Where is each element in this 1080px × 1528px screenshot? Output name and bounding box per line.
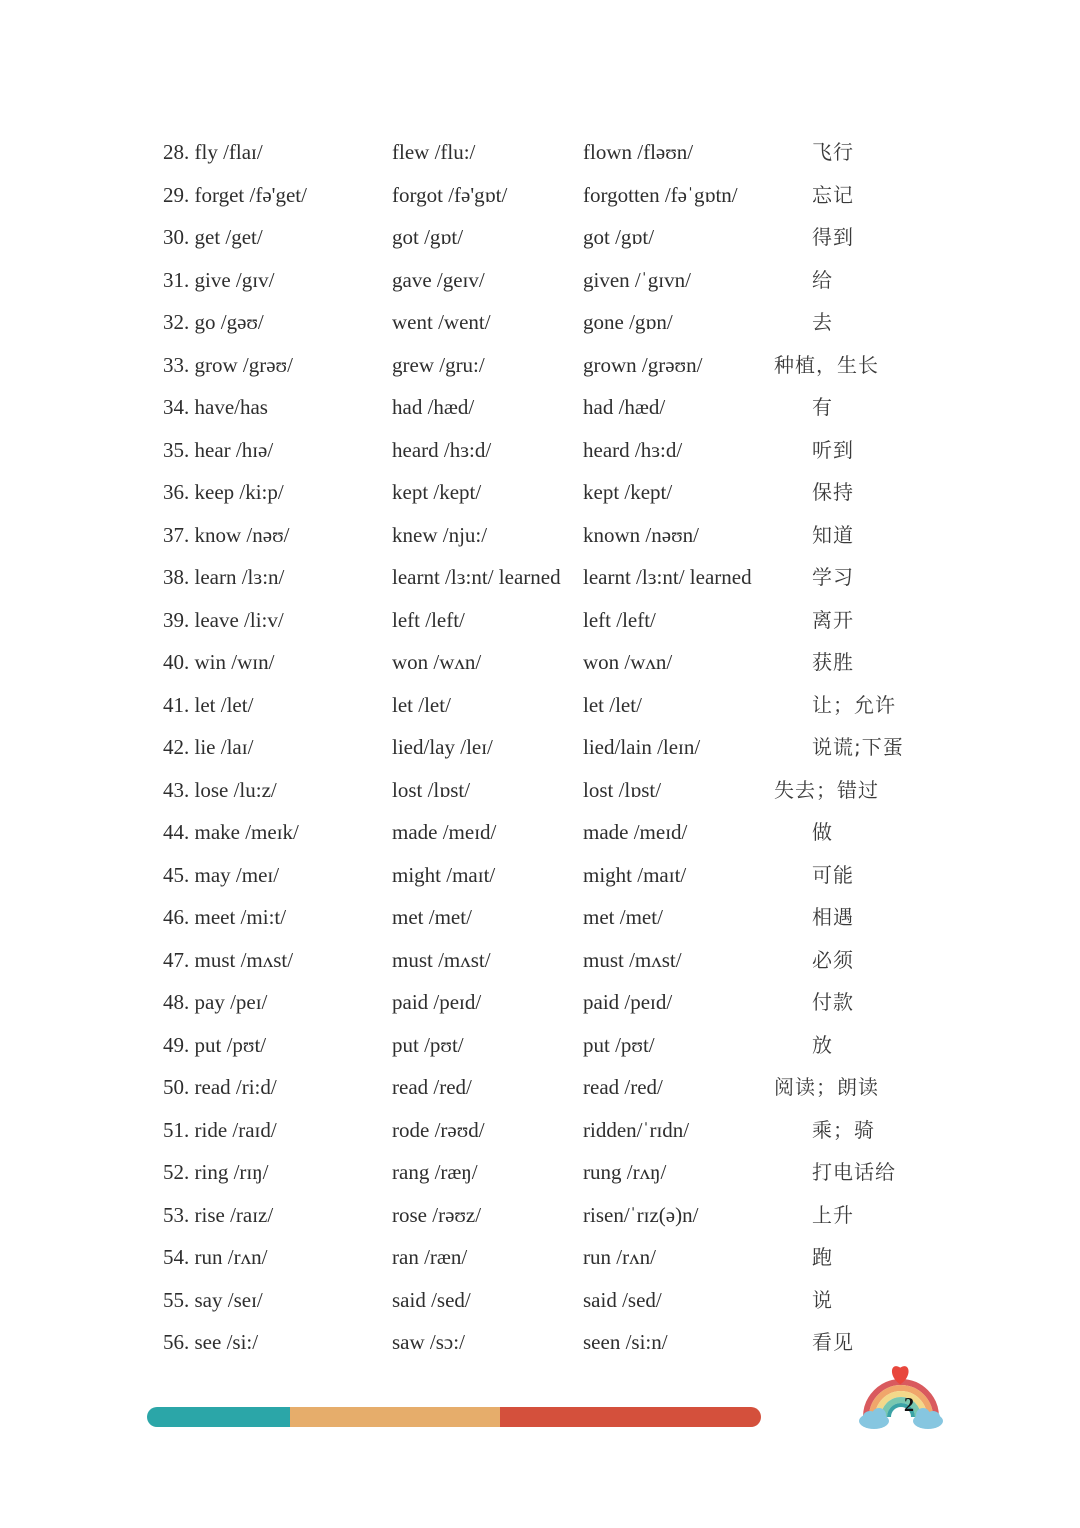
verb-base-form: 35. hear /hɪə/ — [163, 437, 274, 462]
verb-row — [0, 429, 1080, 472]
verb-meaning: 看见 — [812, 1330, 854, 1354]
verb-row — [0, 811, 1080, 854]
verb-meaning: 有 — [812, 395, 833, 419]
verb-base-form: 48. pay /peɪ/ — [163, 990, 268, 1014]
verb-past-tense: said /sed/ — [392, 1287, 471, 1312]
verb-past-tense: let /let/ — [392, 692, 451, 717]
verb-past-tense: rang /ræŋ/ — [392, 1160, 478, 1184]
verb-past-participle: made /meɪd/ — [583, 820, 688, 844]
verb-base-form: 42. lie /laɪ/ — [163, 735, 254, 759]
verb-meaning: 飞行 — [812, 140, 854, 164]
verb-base-form: 33. grow /grəʊ/ — [163, 352, 293, 377]
verb-row — [0, 981, 1080, 1024]
verb-past-tense: lied/lay /leɪ/ — [392, 735, 493, 759]
irregular-verb-table — [0, 131, 1080, 1364]
verb-past-tense: grew /gru:/ — [392, 352, 485, 377]
verb-base-form: 30. get /get/ — [163, 225, 263, 249]
verb-meaning: 离开 — [812, 607, 854, 632]
verb-meaning: 做 — [812, 820, 833, 844]
verb-meaning: 学习 — [812, 565, 854, 589]
verb-past-tense: gave /geɪv/ — [392, 267, 485, 292]
verb-past-tense: saw /sɔ:/ — [392, 1330, 465, 1354]
verb-base-form: 39. leave /li:v/ — [163, 607, 284, 632]
verb-row — [0, 471, 1080, 514]
rainbow-heart-icon — [856, 1355, 946, 1430]
verb-base-form: 49. put /pʊt/ — [163, 1032, 267, 1057]
verb-base-form: 36. keep /ki:p/ — [163, 480, 284, 504]
verb-past-participle: flown /fləʊn/ — [583, 140, 694, 164]
verb-past-participle: must /mʌst/ — [583, 947, 682, 972]
verb-past-participle: seen /si:n/ — [583, 1330, 668, 1354]
verb-past-participle: risen/ˈrɪz(ə)n/ — [583, 1202, 699, 1227]
verb-base-form: 34. have/has — [163, 395, 268, 419]
verb-past-participle: gone /gɒn/ — [583, 310, 673, 334]
decorative-color-bar — [147, 1407, 761, 1427]
verb-past-tense: flew /flu:/ — [392, 140, 476, 164]
verb-past-tense: won /wʌn/ — [392, 650, 482, 674]
verb-row — [0, 1194, 1080, 1237]
verb-row — [0, 386, 1080, 429]
verb-past-tense: rode /rəʊd/ — [392, 1117, 485, 1142]
verb-base-form: 50. read /ri:d/ — [163, 1075, 277, 1099]
verb-past-tense: put /pʊt/ — [392, 1032, 464, 1057]
verb-row — [0, 216, 1080, 259]
verb-past-tense: must /mʌst/ — [392, 947, 491, 972]
verb-meaning: 乘；骑 — [812, 1117, 875, 1142]
verb-past-participle: kept /kept/ — [583, 480, 673, 504]
verb-row — [0, 1066, 1080, 1109]
verb-base-form: 52. ring /rɪŋ/ — [163, 1160, 269, 1184]
verb-meaning: 听到 — [812, 437, 854, 462]
verb-row — [0, 854, 1080, 897]
verb-meaning: 让；允许 — [812, 692, 896, 717]
verb-meaning: 可能 — [812, 862, 854, 887]
verb-row — [0, 1109, 1080, 1152]
verb-row — [0, 896, 1080, 939]
verb-base-form: 56. see /si:/ — [163, 1330, 259, 1354]
verb-row — [0, 684, 1080, 727]
verb-meaning: 必须 — [812, 947, 854, 972]
verb-base-form: 29. forget /fə'get/ — [163, 182, 307, 207]
verb-past-participle: got /gɒt/ — [583, 225, 655, 249]
verb-past-tense: knew /nju:/ — [392, 522, 488, 547]
verb-past-participle: left /left/ — [583, 607, 656, 632]
verb-past-participle: lied/lain /leɪn/ — [583, 735, 701, 759]
verb-row — [0, 174, 1080, 217]
verb-meaning: 保持 — [812, 480, 854, 504]
verb-meaning: 知道 — [812, 522, 854, 547]
verb-past-tense: had /hæd/ — [392, 395, 475, 419]
verb-row — [0, 259, 1080, 302]
verb-base-form: 54. run /rʌn/ — [163, 1245, 268, 1269]
verb-past-participle: grown /grəʊn/ — [583, 352, 703, 377]
verb-base-form: 46. meet /mi:t/ — [163, 905, 287, 929]
verb-past-tense: met /met/ — [392, 905, 472, 929]
bar-segment-teal — [147, 1407, 290, 1427]
verb-base-form: 43. lose /lu:z/ — [163, 777, 277, 802]
verb-meaning: 上升 — [812, 1202, 854, 1227]
verb-meaning: 去 — [812, 310, 833, 334]
verb-past-tense: heard /hɜ:d/ — [392, 437, 492, 462]
verb-row — [0, 1024, 1080, 1067]
verb-base-form: 38. learn /lɜ:n/ — [163, 565, 285, 589]
verb-past-participle: learnt /lɜ:nt/ learned — [583, 565, 752, 589]
verb-meaning: 跑 — [812, 1245, 833, 1269]
verb-meaning: 忘记 — [812, 182, 854, 207]
verb-meaning: 获胜 — [812, 650, 854, 674]
verb-row — [0, 514, 1080, 557]
bar-segment-red — [500, 1407, 761, 1427]
verb-past-participle: said /sed/ — [583, 1287, 662, 1312]
verb-past-tense: learnt /lɜ:nt/ learned — [392, 565, 561, 589]
verb-meaning: 付款 — [812, 990, 854, 1014]
verb-base-form: 45. may /meɪ/ — [163, 862, 280, 887]
verb-row — [0, 1151, 1080, 1194]
verb-row — [0, 939, 1080, 982]
verb-base-form: 44. make /meɪk/ — [163, 820, 299, 844]
verb-base-form: 40. win /wɪn/ — [163, 650, 275, 674]
verb-past-participle: put /pʊt/ — [583, 1032, 655, 1057]
verb-row — [0, 1279, 1080, 1322]
verb-meaning: 种植，生长 — [774, 352, 879, 377]
verb-meaning: 阅读；朗读 — [774, 1075, 879, 1099]
verb-row — [0, 556, 1080, 599]
verb-meaning: 放 — [812, 1032, 833, 1057]
verb-row — [0, 131, 1080, 174]
verb-past-tense: might /maɪt/ — [392, 862, 496, 887]
verb-past-participle: rung /rʌŋ/ — [583, 1160, 667, 1184]
verb-row — [0, 641, 1080, 684]
verb-row — [0, 599, 1080, 642]
verb-base-form: 55. say /seɪ/ — [163, 1287, 263, 1312]
verb-row — [0, 344, 1080, 387]
verb-past-tense: paid /peɪd/ — [392, 990, 482, 1014]
verb-base-form: 47. must /mʌst/ — [163, 947, 294, 972]
verb-past-participle: known /nəʊn/ — [583, 522, 699, 547]
verb-base-form: 31. give /gɪv/ — [163, 267, 275, 292]
verb-meaning: 失去；错过 — [774, 777, 879, 802]
verb-base-form: 41. let /let/ — [163, 692, 254, 717]
verb-past-participle: given /ˈgɪvn/ — [583, 267, 691, 292]
verb-past-tense: forgot /fə'gɒt/ — [392, 182, 508, 207]
verb-past-tense: went /went/ — [392, 310, 491, 334]
verb-row — [0, 301, 1080, 344]
verb-past-tense: kept /kept/ — [392, 480, 482, 504]
verb-past-participle: let /let/ — [583, 692, 642, 717]
verb-past-tense: rose /rəʊz/ — [392, 1202, 482, 1227]
verb-row — [0, 1236, 1080, 1279]
verb-past-participle: read /red/ — [583, 1075, 663, 1099]
page-number: 2 — [904, 1394, 914, 1416]
verb-past-participle: heard /hɜ:d/ — [583, 437, 683, 462]
verb-past-participle: paid /peɪd/ — [583, 990, 673, 1014]
verb-past-tense: ran /ræn/ — [392, 1245, 468, 1269]
verb-past-tense: lost /lɒst/ — [392, 777, 471, 802]
verb-past-participle: might /maɪt/ — [583, 862, 687, 887]
verb-meaning: 打电话给 — [812, 1160, 896, 1184]
verb-past-participle: run /rʌn/ — [583, 1245, 656, 1269]
verb-past-tense: left /left/ — [392, 607, 465, 632]
bar-segment-orange — [290, 1407, 500, 1427]
verb-base-form: 53. rise /raɪz/ — [163, 1202, 274, 1227]
verb-past-participle: forgotten /fəˈgɒtn/ — [583, 182, 738, 207]
verb-row — [0, 726, 1080, 769]
verb-base-form: 37. know /nəʊ/ — [163, 522, 290, 547]
verb-base-form: 51. ride /raɪd/ — [163, 1117, 277, 1142]
verb-past-participle: ridden/ˈrɪdn/ — [583, 1117, 690, 1142]
verb-row — [0, 769, 1080, 812]
verb-past-participle: lost /lɒst/ — [583, 777, 662, 802]
verb-meaning: 说 — [812, 1287, 833, 1312]
verb-meaning: 说谎;下蛋 — [812, 735, 904, 759]
verb-meaning: 得到 — [812, 225, 854, 249]
verb-base-form: 32. go /gəʊ/ — [163, 310, 264, 334]
verb-past-participle: met /met/ — [583, 905, 663, 929]
verb-meaning: 相遇 — [812, 905, 854, 929]
verb-base-form: 28. fly /flaɪ/ — [163, 140, 263, 164]
verb-past-participle: had /hæd/ — [583, 395, 666, 419]
verb-past-tense: got /gɒt/ — [392, 225, 464, 249]
verb-meaning: 给 — [812, 267, 833, 292]
verb-past-tense: read /red/ — [392, 1075, 472, 1099]
verb-past-tense: made /meɪd/ — [392, 820, 497, 844]
verb-past-participle: won /wʌn/ — [583, 650, 673, 674]
